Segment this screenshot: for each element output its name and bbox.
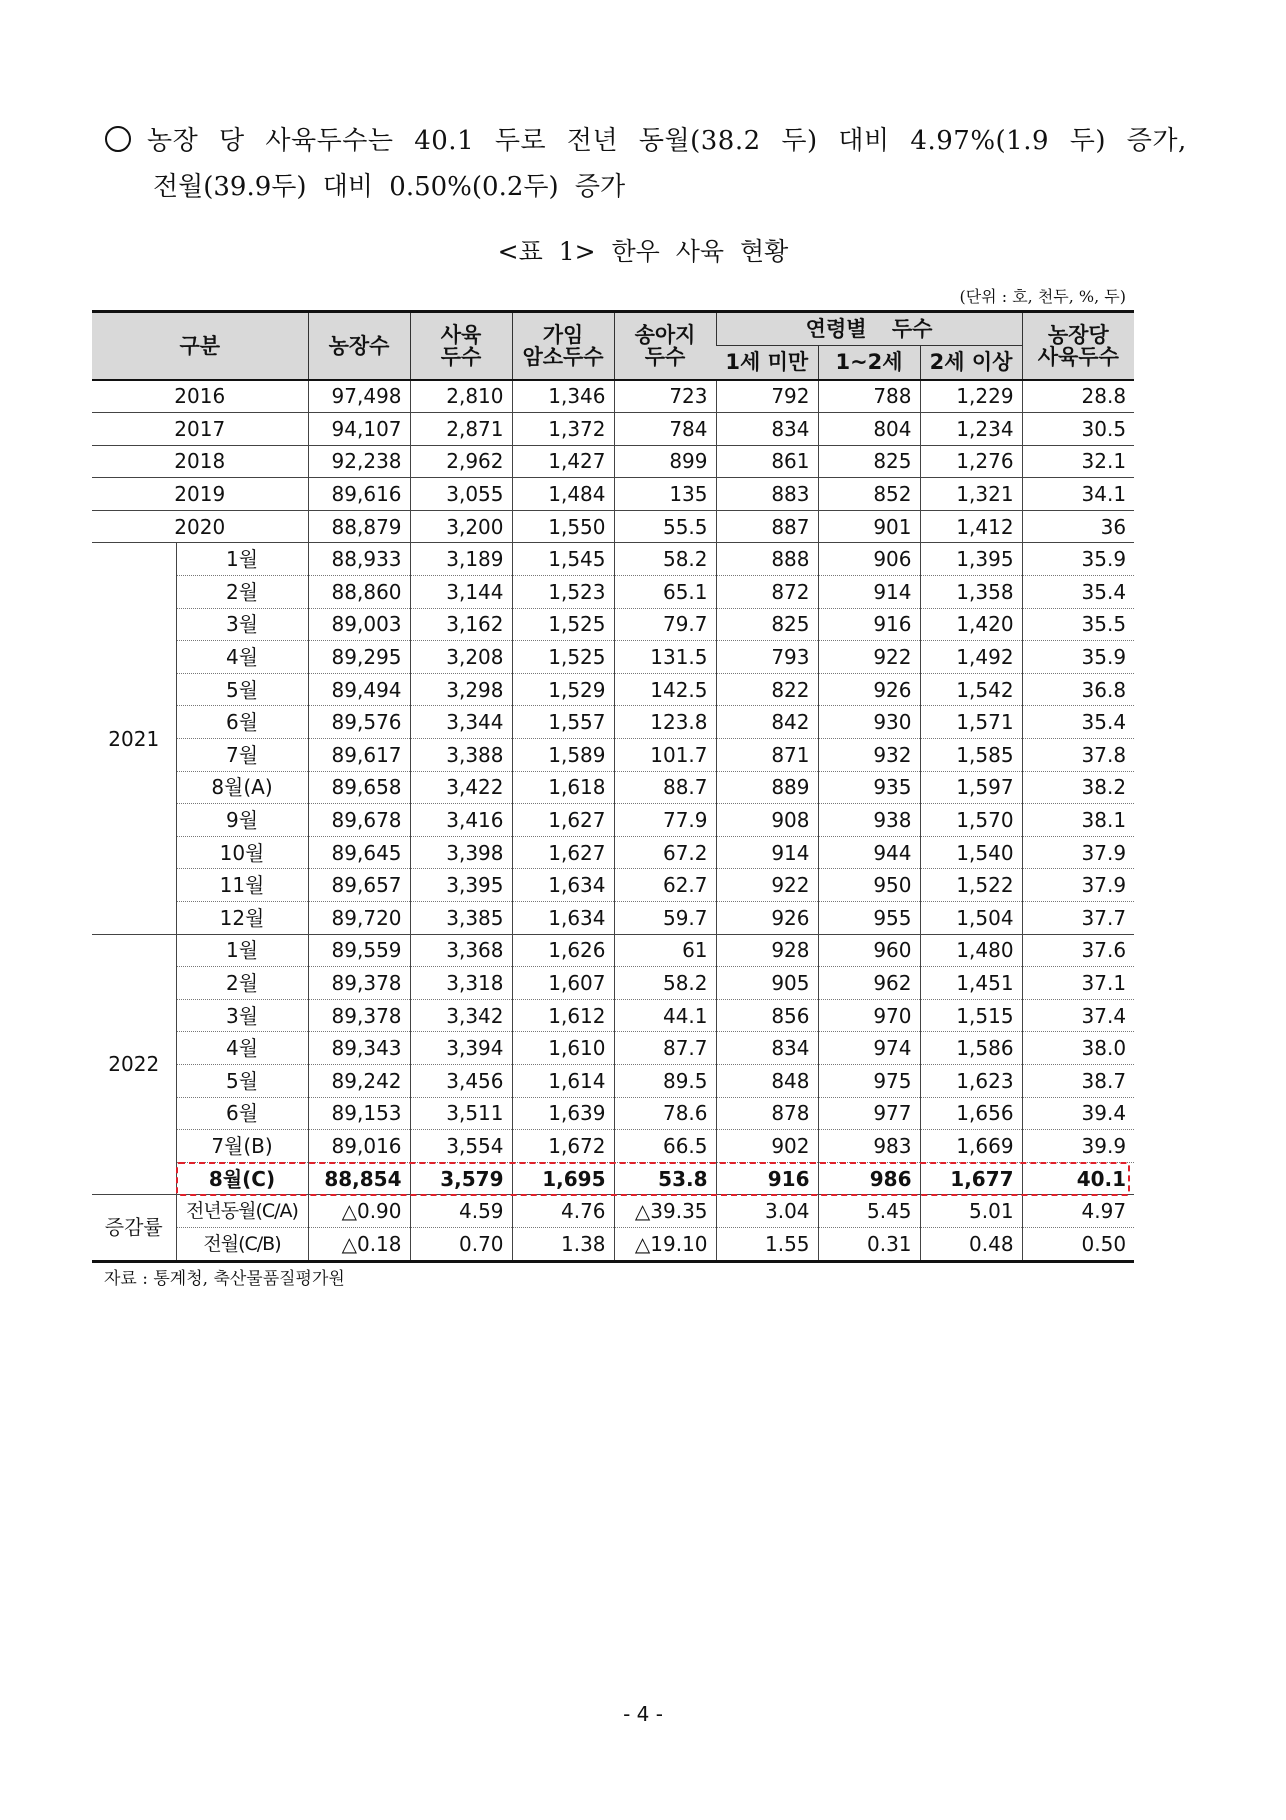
table-cell: 1,372: [512, 413, 614, 446]
table-cell: 89,153: [308, 1097, 410, 1130]
table-cell: 950: [818, 869, 920, 902]
year-group-label: 2022: [92, 934, 176, 1195]
table-cell: 901: [818, 510, 920, 543]
table-cell: 1,589: [512, 739, 614, 772]
table-row: [92, 673, 1134, 706]
table-cell: 842: [716, 706, 818, 739]
table-cell: 914: [716, 836, 818, 869]
table-cell: 89,343: [308, 1032, 410, 1065]
year-label: 2016: [92, 380, 308, 413]
table-cell: 804: [818, 413, 920, 446]
month-label: 3월: [176, 999, 308, 1032]
table-cell: 39.9: [1022, 1130, 1134, 1163]
table-cell: 4.97: [1022, 1195, 1134, 1228]
table-cell: 89,616: [308, 478, 410, 511]
table-row: [92, 1032, 1134, 1065]
table-cell: 2,871: [410, 413, 512, 446]
table-cell: 4.59: [410, 1195, 512, 1228]
table-cell: 1,276: [920, 445, 1022, 478]
table-cell: 922: [716, 869, 818, 902]
table-row: [92, 1130, 1134, 1163]
table-cell: 37.9: [1022, 869, 1134, 902]
table-cell: 62.7: [614, 869, 716, 902]
year-label: 2020: [92, 510, 308, 543]
table-cell: 38.2: [1022, 771, 1134, 804]
table-cell: 94,107: [308, 413, 410, 446]
table-cell: 1,504: [920, 902, 1022, 935]
table-cell: 3,344: [410, 706, 512, 739]
table-cell: 89,295: [308, 641, 410, 674]
table-row: [92, 739, 1134, 772]
header-stock: 사육 두수: [410, 312, 512, 380]
table-cell: 35.9: [1022, 641, 1134, 674]
table-cell: 926: [818, 673, 920, 706]
table-cell: 1,607: [512, 967, 614, 1000]
table-cell: 89,016: [308, 1130, 410, 1163]
source-note: 자료 : 통계청, 축산물품질평가원: [104, 1269, 345, 1289]
table-cell: 1,540: [920, 836, 1022, 869]
table-cell: 3,055: [410, 478, 512, 511]
table-row: [92, 1162, 1134, 1195]
table-cell: △0.18: [308, 1227, 410, 1261]
table-cell: 1,346: [512, 380, 614, 413]
table-cell: 34.1: [1022, 478, 1134, 511]
table-row: [92, 543, 1134, 576]
month-label: 10월: [176, 836, 308, 869]
month-label: 4월: [176, 641, 308, 674]
table-cell: 1,545: [512, 543, 614, 576]
change-row-label: 전월(C/B): [176, 1227, 308, 1261]
table-cell: 1,586: [920, 1032, 1022, 1065]
table-cell: 883: [716, 478, 818, 511]
table-cell: 1,634: [512, 869, 614, 902]
table-row: [92, 380, 1134, 413]
table-cell: 97,498: [308, 380, 410, 413]
change-row-label: 전년동월(C/A): [176, 1195, 308, 1228]
table-cell: 834: [716, 413, 818, 446]
table-cell: 975: [818, 1064, 920, 1097]
table-cell: 89,494: [308, 673, 410, 706]
table-cell: 930: [818, 706, 920, 739]
table-cell: 822: [716, 673, 818, 706]
year-label: 2018: [92, 445, 308, 478]
table-cell: 135: [614, 478, 716, 511]
table-cell: 3,162: [410, 608, 512, 641]
year-group-label: 2021: [92, 543, 176, 934]
table-cell: 1,626: [512, 934, 614, 967]
year-label: 2017: [92, 413, 308, 446]
table-row: [92, 771, 1134, 804]
table-cell: 1,515: [920, 999, 1022, 1032]
table-cell: 1,695: [512, 1162, 614, 1195]
table-row: [92, 1227, 1134, 1261]
table-cell: 4.76: [512, 1195, 614, 1228]
table-cell: 3,511: [410, 1097, 512, 1130]
month-label: 11월: [176, 869, 308, 902]
table-cell: 1,525: [512, 608, 614, 641]
table-cell: 88,933: [308, 543, 410, 576]
header-breeding-cows: 가임 암소두수: [512, 312, 614, 380]
table-row: [92, 902, 1134, 935]
table-cell: 1,597: [920, 771, 1022, 804]
summary-line-2: 전월(39.9두) 대비 0.50%(0.2두) 증가: [153, 172, 626, 202]
header-calves: 송아지 두수: [614, 312, 716, 380]
table-cell: 88,879: [308, 510, 410, 543]
table-row: [92, 576, 1134, 609]
table-cell: 61: [614, 934, 716, 967]
table-cell: 1,522: [920, 869, 1022, 902]
table-cell: 1,557: [512, 706, 614, 739]
table-cell: 986: [818, 1162, 920, 1195]
table-cell: 5.45: [818, 1195, 920, 1228]
table-cell: 1,480: [920, 934, 1022, 967]
table-cell: 3,368: [410, 934, 512, 967]
table-row: [92, 445, 1134, 478]
table-row: [92, 869, 1134, 902]
table-cell: 35.9: [1022, 543, 1134, 576]
table-cell: 1,358: [920, 576, 1022, 609]
table-cell: 36.8: [1022, 673, 1134, 706]
table-row: [92, 999, 1134, 1032]
table-cell: 89,576: [308, 706, 410, 739]
table-cell: 955: [818, 902, 920, 935]
table-cell: 3,342: [410, 999, 512, 1032]
table-cell: 88,860: [308, 576, 410, 609]
table-cell: 788: [818, 380, 920, 413]
table-cell: 1,550: [512, 510, 614, 543]
table-cell: 852: [818, 478, 920, 511]
table-row: [92, 608, 1134, 641]
month-label: 2월: [176, 967, 308, 1000]
table-cell: 1,492: [920, 641, 1022, 674]
table-cell: 142.5: [614, 673, 716, 706]
table-cell: 872: [716, 576, 818, 609]
table-cell: 944: [818, 836, 920, 869]
table-cell: 983: [818, 1130, 920, 1163]
table-cell: 89,617: [308, 739, 410, 772]
table-body: [92, 380, 1134, 1262]
table-cell: 55.5: [614, 510, 716, 543]
table-cell: 40.1: [1022, 1162, 1134, 1195]
table-cell: 962: [818, 967, 920, 1000]
table-cell: 38.0: [1022, 1032, 1134, 1065]
table-cell: 938: [818, 804, 920, 837]
table-cell: 38.7: [1022, 1064, 1134, 1097]
table-cell: 78.6: [614, 1097, 716, 1130]
table-cell: 3,422: [410, 771, 512, 804]
table-cell: 123.8: [614, 706, 716, 739]
table-cell: 53.8: [614, 1162, 716, 1195]
header-age-1to2: 1~2세: [818, 346, 920, 380]
month-label: 7월(B): [176, 1130, 308, 1163]
header-age-over2: 2세 이상: [920, 346, 1022, 380]
table-row: [92, 1064, 1134, 1097]
unit-note: (단위 : 호, 천두, %, 두): [959, 287, 1126, 306]
table-cell: 1,634: [512, 902, 614, 935]
month-label: 8월(C): [176, 1162, 308, 1195]
table-cell: 37.8: [1022, 739, 1134, 772]
table-cell: 1,395: [920, 543, 1022, 576]
table-cell: 89.5: [614, 1064, 716, 1097]
month-label: 12월: [176, 902, 308, 935]
table-cell: 89,678: [308, 804, 410, 837]
table-cell: 906: [818, 543, 920, 576]
month-label: 4월: [176, 1032, 308, 1065]
table-row: [92, 836, 1134, 869]
table-row: [92, 641, 1134, 674]
table-cell: 902: [716, 1130, 818, 1163]
table-cell: 92,238: [308, 445, 410, 478]
table-cell: △39.35: [614, 1195, 716, 1228]
month-label: 3월: [176, 608, 308, 641]
table-cell: 1,427: [512, 445, 614, 478]
table-cell: 88.7: [614, 771, 716, 804]
table-cell: 32.1: [1022, 445, 1134, 478]
table-cell: 89,658: [308, 771, 410, 804]
table-cell: 3.04: [716, 1195, 818, 1228]
table-cell: 67.2: [614, 836, 716, 869]
table-cell: 899: [614, 445, 716, 478]
table-cell: 30.5: [1022, 413, 1134, 446]
table-cell: 37.1: [1022, 967, 1134, 1000]
header-age-under1: 1세 미만: [716, 346, 818, 380]
table-cell: 3,456: [410, 1064, 512, 1097]
table-cell: 3,394: [410, 1032, 512, 1065]
table-cell: 37.9: [1022, 836, 1134, 869]
table-cell: 932: [818, 739, 920, 772]
table-cell: 0.70: [410, 1227, 512, 1261]
table-cell: 0.48: [920, 1227, 1022, 1261]
table-cell: 2,810: [410, 380, 512, 413]
table-cell: 3,554: [410, 1130, 512, 1163]
table-cell: 834: [716, 1032, 818, 1065]
table-cell: 37.7: [1022, 902, 1134, 935]
table-cell: 59.7: [614, 902, 716, 935]
table-cell: 1,229: [920, 380, 1022, 413]
table-cell: 3,416: [410, 804, 512, 837]
table-cell: 1,234: [920, 413, 1022, 446]
table-cell: 88,854: [308, 1162, 410, 1195]
table-cell: 916: [818, 608, 920, 641]
table-cell: 888: [716, 543, 818, 576]
table-cell: 1,656: [920, 1097, 1022, 1130]
table-row: [92, 934, 1134, 967]
table-row: [92, 1097, 1134, 1130]
header-farms: 농장수: [308, 312, 410, 380]
table-cell: 89,559: [308, 934, 410, 967]
table-cell: 3,385: [410, 902, 512, 935]
month-label: 5월: [176, 673, 308, 706]
table-cell: 0.31: [818, 1227, 920, 1261]
table-cell: 3,298: [410, 673, 512, 706]
table-cell: 5.01: [920, 1195, 1022, 1228]
table-row: [92, 413, 1134, 446]
table-cell: 856: [716, 999, 818, 1032]
table-cell: 1,542: [920, 673, 1022, 706]
table-cell: 1.38: [512, 1227, 614, 1261]
table-cell: 77.9: [614, 804, 716, 837]
table-cell: 1,614: [512, 1064, 614, 1097]
table-cell: 1,610: [512, 1032, 614, 1065]
table-row: [92, 967, 1134, 1000]
table-cell: 3,388: [410, 739, 512, 772]
table-cell: 1,585: [920, 739, 1022, 772]
change-rate-label: 증감률: [92, 1195, 176, 1261]
table-cell: 784: [614, 413, 716, 446]
table-cell: 905: [716, 967, 818, 1000]
table-cell: 28.8: [1022, 380, 1134, 413]
table-cell: 1,420: [920, 608, 1022, 641]
year-label: 2019: [92, 478, 308, 511]
table-cell: 1,412: [920, 510, 1022, 543]
table-cell: △19.10: [614, 1227, 716, 1261]
table-cell: 977: [818, 1097, 920, 1130]
table-cell: 35.4: [1022, 706, 1134, 739]
table-cell: 1,623: [920, 1064, 1022, 1097]
table-cell: 89,378: [308, 967, 410, 1000]
table-cell: 848: [716, 1064, 818, 1097]
table-cell: 89,003: [308, 608, 410, 641]
table-cell: 871: [716, 739, 818, 772]
table-cell: 36: [1022, 510, 1134, 543]
table-cell: 922: [818, 641, 920, 674]
month-label: 1월: [176, 934, 308, 967]
table-cell: 1,570: [920, 804, 1022, 837]
table-cell: 1,677: [920, 1162, 1022, 1195]
table-cell: 908: [716, 804, 818, 837]
month-label: 6월: [176, 706, 308, 739]
table-cell: 926: [716, 902, 818, 935]
table-cell: 1,571: [920, 706, 1022, 739]
table-cell: 825: [716, 608, 818, 641]
table-cell: 914: [818, 576, 920, 609]
table-cell: 1,612: [512, 999, 614, 1032]
table-cell: 39.4: [1022, 1097, 1134, 1130]
table-cell: 878: [716, 1097, 818, 1130]
table-cell: 3,579: [410, 1162, 512, 1195]
table-cell: 887: [716, 510, 818, 543]
table-cell: 35.4: [1022, 576, 1134, 609]
table-cell: 1.55: [716, 1227, 818, 1261]
table-cell: 793: [716, 641, 818, 674]
table-caption: <표 1> 한우 사육 현황: [497, 237, 789, 266]
month-label: 5월: [176, 1064, 308, 1097]
table-cell: 66.5: [614, 1130, 716, 1163]
month-label: 6월: [176, 1097, 308, 1130]
table-row: [92, 706, 1134, 739]
table-cell: 970: [818, 999, 920, 1032]
table-cell: 792: [716, 380, 818, 413]
table-cell: 825: [818, 445, 920, 478]
table-cell: 3,398: [410, 836, 512, 869]
table-cell: 89,378: [308, 999, 410, 1032]
month-label: 9월: [176, 804, 308, 837]
table-cell: 916: [716, 1162, 818, 1195]
table-cell: 101.7: [614, 739, 716, 772]
table-cell: 1,523: [512, 576, 614, 609]
table-cell: 131.5: [614, 641, 716, 674]
table-cell: 89,242: [308, 1064, 410, 1097]
header-category: 구분: [92, 312, 308, 380]
table-row: [92, 1195, 1134, 1228]
table-cell: 3,208: [410, 641, 512, 674]
table-cell: 44.1: [614, 999, 716, 1032]
table-cell: 1,618: [512, 771, 614, 804]
table-row: [92, 510, 1134, 543]
table-cell: 974: [818, 1032, 920, 1065]
table-cell: 723: [614, 380, 716, 413]
summary-line-1: [105, 118, 1187, 164]
table-cell: 2,962: [410, 445, 512, 478]
table-cell: 58.2: [614, 967, 716, 1000]
table-cell: 37.4: [1022, 999, 1134, 1032]
table-cell: 3,189: [410, 543, 512, 576]
table-cell: 3,144: [410, 576, 512, 609]
table-cell: 38.1: [1022, 804, 1134, 837]
table-cell: 3,395: [410, 869, 512, 902]
table-cell: 3,318: [410, 967, 512, 1000]
table-cell: 58.2: [614, 543, 716, 576]
table-cell: 889: [716, 771, 818, 804]
table-cell: 1,321: [920, 478, 1022, 511]
table-row: [92, 478, 1134, 511]
table-cell: 1,672: [512, 1130, 614, 1163]
table-cell: 89,657: [308, 869, 410, 902]
month-label: 1월: [176, 543, 308, 576]
month-label: 2월: [176, 576, 308, 609]
table-cell: 1,529: [512, 673, 614, 706]
table-header: [92, 312, 1134, 380]
month-label: 7월: [176, 739, 308, 772]
table-cell: 37.6: [1022, 934, 1134, 967]
table-cell: 1,525: [512, 641, 614, 674]
table-cell: 1,639: [512, 1097, 614, 1130]
hanwoo-stock-table: [92, 310, 1134, 1263]
bullet-circle-icon: [105, 126, 131, 152]
table-cell: 1,627: [512, 804, 614, 837]
table-row: [92, 804, 1134, 837]
summary-text-1: 농장 당 사육두수는 40.1 두로 전년 동월(38.2 두) 대비 4.97%(1.9 두) 증가,: [147, 126, 1187, 156]
table-cell: 935: [818, 771, 920, 804]
table-cell: 3,200: [410, 510, 512, 543]
table-cell: 35.5: [1022, 608, 1134, 641]
table-cell: 1,627: [512, 836, 614, 869]
table-cell: 87.7: [614, 1032, 716, 1065]
table-cell: 0.50: [1022, 1227, 1134, 1261]
header-per-farm: 농장당 사육두수: [1022, 312, 1134, 380]
table-cell: 861: [716, 445, 818, 478]
table-cell: 1,451: [920, 967, 1022, 1000]
table-cell: 65.1: [614, 576, 716, 609]
month-label: 8월(A): [176, 771, 308, 804]
table-cell: 79.7: [614, 608, 716, 641]
header-age-group: 연령별 두수: [716, 312, 1022, 346]
table-cell: 1,484: [512, 478, 614, 511]
table-cell: 89,720: [308, 902, 410, 935]
table-cell: △0.90: [308, 1195, 410, 1228]
table-cell: 960: [818, 934, 920, 967]
table-cell: 89,645: [308, 836, 410, 869]
table-cell: 928: [716, 934, 818, 967]
page-number: - 4 -: [623, 1702, 663, 1726]
summary-bullet: [105, 118, 1187, 210]
table-cell: 1,669: [920, 1130, 1022, 1163]
